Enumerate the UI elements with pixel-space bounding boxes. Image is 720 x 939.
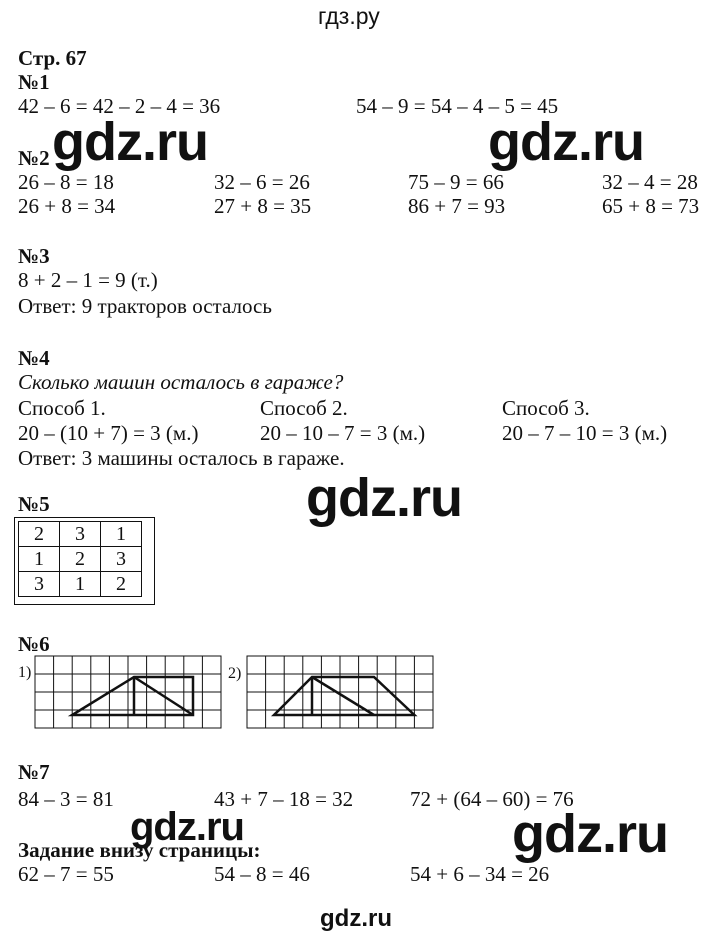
magic-square-cell: 1: [19, 547, 60, 572]
task2-r2c3: 86 + 7 = 93: [408, 194, 506, 218]
task7-title: №7: [18, 760, 50, 784]
bottom-task-title: Задание внизу страницы:: [18, 838, 261, 862]
task4-question: Сколько машин осталось в гараже?: [18, 370, 344, 394]
task2-r1c1: 26 – 8 = 18: [18, 170, 114, 194]
task4-title: №4: [18, 346, 50, 370]
task3-title: №3: [18, 244, 50, 268]
task1-eq-2: 54 – 9 = 54 – 4 – 5 = 45: [356, 94, 559, 118]
task2-r1c4: 32 – 4 = 28: [602, 170, 698, 194]
task6-label-2: 2): [228, 665, 242, 682]
magic-square-cell: 2: [19, 522, 60, 547]
watermark: gdz.ru: [512, 804, 668, 864]
footer-watermark: gdz.ru: [320, 905, 392, 932]
task2-r2c2: 27 + 8 = 35: [214, 194, 312, 218]
task3-answer: Ответ: 9 тракторов осталось: [18, 294, 272, 318]
magic-square-cell: 3: [60, 522, 101, 547]
task2-r2c4: 65 + 8 = 73: [602, 194, 700, 218]
task7-eq-2: 43 + 7 – 18 = 32: [214, 787, 354, 811]
task6-title: №6: [18, 632, 50, 656]
bottom-task-eq-1: 62 – 7 = 55: [18, 862, 114, 886]
task4-method2-eq: 20 – 10 – 7 = 3 (м.): [260, 421, 426, 445]
task4-method1-eq: 20 – (10 + 7) = 3 (м.): [18, 421, 199, 445]
task1-title: №1: [18, 70, 50, 94]
task2-r2c1: 26 + 8 = 34: [18, 194, 116, 218]
magic-square-cell: 2: [60, 547, 101, 572]
bottom-task-eq-2: 54 – 8 = 46: [214, 862, 310, 886]
underline-decoration: [40, 604, 152, 605]
task5-title: №5: [18, 492, 50, 516]
watermark: gdz.ru: [488, 112, 644, 172]
magic-square: [18, 521, 142, 597]
task2-title: №2: [18, 146, 50, 170]
grid-figure-2: [246, 655, 446, 735]
watermark: gdz.ru: [130, 805, 244, 849]
watermark: gdz.ru: [52, 112, 208, 172]
magic-square-cell: 3: [101, 547, 142, 572]
task4-method1-label: Способ 1.: [18, 396, 106, 420]
task4-method2-label: Способ 2.: [260, 396, 348, 420]
task4-method3-label: Способ 3.: [502, 396, 590, 420]
task7-eq-3: 72 + (64 – 60) = 76: [410, 787, 574, 811]
task1-eq-1: 42 – 6 = 42 – 2 – 4 = 36: [18, 94, 221, 118]
bottom-task-eq-3: 54 + 6 – 34 = 26: [410, 862, 550, 886]
task6-label-1: 1): [18, 664, 32, 681]
task4-answer: Ответ: 3 машины осталось в гараже.: [18, 446, 345, 470]
watermark: gdz.ru: [306, 468, 462, 528]
task7-eq-1: 84 – 3 = 81: [18, 787, 114, 811]
magic-square-cell: 1: [101, 522, 142, 547]
task2-r1c2: 32 – 6 = 26: [214, 170, 310, 194]
task3-eq: 8 + 2 – 1 = 9 (т.): [18, 268, 158, 292]
page-label: Стр. 67: [18, 46, 87, 70]
grid-figure-1: [34, 655, 234, 735]
magic-square-cell: 2: [101, 572, 142, 597]
site-header: гдз.ру: [318, 3, 380, 29]
magic-square-cell: 3: [19, 572, 60, 597]
task4-method3-eq: 20 – 7 – 10 = 3 (м.): [502, 421, 668, 445]
magic-square-cell: 1: [60, 572, 101, 597]
task2-r1c3: 75 – 9 = 66: [408, 170, 504, 194]
